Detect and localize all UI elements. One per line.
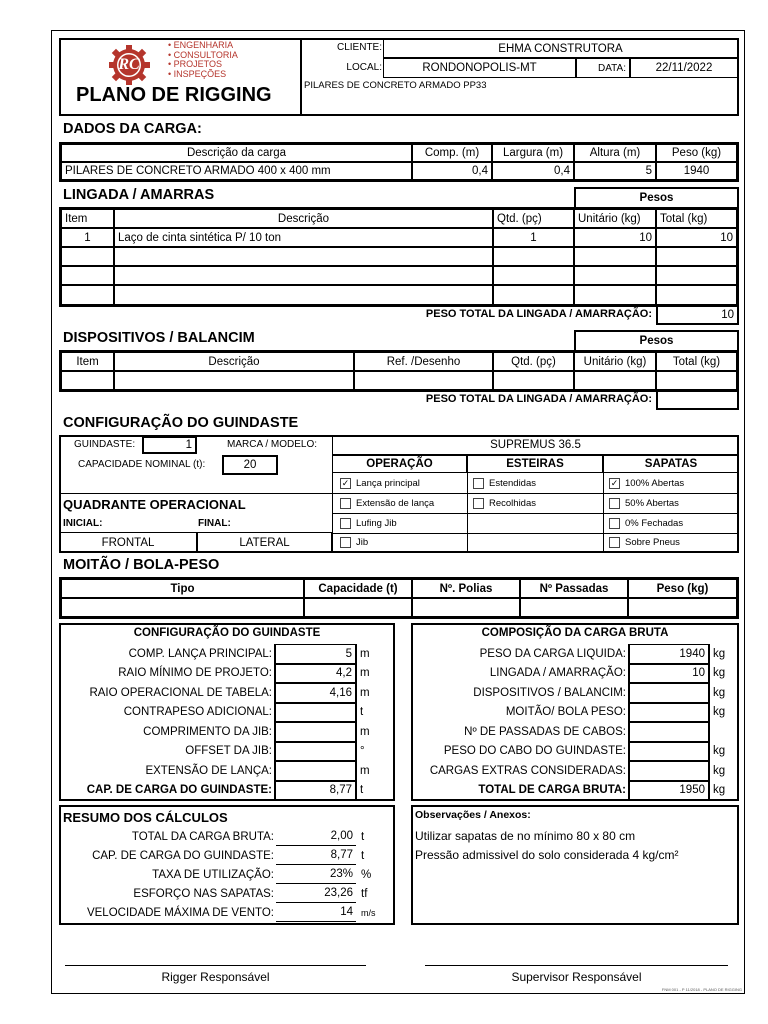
row-value: 8,77 (274, 781, 357, 801)
checkbox-icon[interactable] (340, 498, 351, 509)
empty-cell (520, 598, 628, 617)
row-unit: t (360, 784, 364, 797)
services-list (168, 41, 238, 79)
resumo-unit: % (361, 868, 372, 881)
row-unit: m (360, 686, 370, 699)
row-unit: ° (360, 745, 365, 758)
empty-cell (114, 285, 493, 305)
section-title-dispositivos: DISPOSITIVOS / BALANCIM (63, 330, 255, 346)
carga-peso: 1940 (656, 162, 737, 180)
row-value (274, 761, 357, 781)
section-title-dados-carga: DADOS DA CARGA: (63, 121, 202, 137)
empty-cell (656, 285, 737, 305)
col-header: Unitário (kg) (574, 352, 656, 371)
empty-cell (574, 371, 656, 390)
inicial-value: FRONTAL (59, 532, 197, 553)
col-header: Peso (kg) (628, 579, 737, 598)
resumo-label: CAP. DE CARGA DO GUINDASTE: (92, 849, 274, 862)
resumo-unit: tf (361, 887, 368, 900)
page-title: PLANO DE RIGGING (76, 84, 272, 106)
rigging-form (51, 30, 745, 994)
option-label: Lufing Jib (356, 518, 397, 529)
row-label: COMP. LANÇA PRINCIPAL: (128, 647, 272, 660)
carga-comp: 0,4 (412, 162, 492, 180)
row-unit: kg (713, 745, 726, 758)
lingada-qtd: 1 (493, 228, 574, 247)
supervisor-label: Supervisor Responsável (511, 970, 642, 984)
empty-cell (493, 285, 574, 305)
resumo-label: VELOCIDADE MÁXIMA DE VENTO: (86, 906, 274, 919)
col-header: Unitário (kg) (574, 209, 656, 228)
empty-cell (61, 371, 114, 390)
operacao-header: OPERAÇÃO (332, 455, 467, 473)
marca-value: SUPREMUS 36.5 (332, 435, 739, 455)
lingada-item: 1 (61, 228, 114, 247)
checkbox-icon[interactable] (340, 518, 351, 529)
row-label: COMPRIMENTO DA JIB: (143, 725, 272, 738)
empty-cell (114, 247, 493, 266)
row-label: RAIO MÍNIMO DE PROJETO: (118, 667, 272, 680)
option-estendidas[interactable] (473, 475, 536, 492)
resumo-label: TOTAL DA CARGA BRUTA: (131, 830, 274, 843)
composicao-title: COMPOSIÇÃO DA CARGA BRUTA (481, 627, 669, 639)
col-header: Ref. /Desenho (354, 352, 493, 371)
col-header: Peso (kg) (656, 144, 737, 162)
job-description: PILARES DE CONCRETO ARMADO PP33 (304, 79, 487, 91)
row-label: Nº DE PASSADAS DE CABOS: (464, 725, 626, 738)
col-header: Item (61, 209, 114, 228)
resumo-unit: m/s (361, 907, 376, 918)
empty-cell (304, 598, 412, 617)
marca-label: MARCA / MODELO: (227, 438, 318, 450)
row-label: EXTENSÃO DE LANÇA: (145, 764, 272, 777)
col-header: Altura (m) (574, 144, 656, 162)
option-sobre-pneus[interactable] (609, 534, 680, 551)
capacidade-label: CAPACIDADE NOMINAL (t): (78, 458, 206, 470)
final-value: LATERAL (197, 532, 332, 553)
capacidade-value: 20 (222, 455, 278, 475)
checkbox-icon[interactable] (340, 537, 351, 548)
option-label: Jib (356, 537, 369, 548)
row-unit: t (360, 706, 364, 719)
lingada-descricao: Laço de cinta sintética P/ 10 ton (114, 228, 493, 247)
local-value: RONDONOPOLIS-MT (383, 58, 576, 78)
dispositivos-total-label: PESO TOTAL DA LINGADA / AMARRAÇÃO: (425, 393, 652, 405)
row-value: 10 (628, 664, 710, 684)
config-box-title: CONFIGURAÇÃO DO GUINDASTE (133, 627, 321, 639)
row-unit: kg (713, 686, 726, 699)
col-header: Qtd. (pç) (493, 209, 574, 228)
row-unit: m (360, 647, 370, 660)
row-value (628, 742, 710, 762)
empty-cell (574, 285, 656, 305)
row-value (628, 722, 710, 742)
resumo-value: 23% (276, 865, 356, 884)
option-label: 100% Abertas (625, 478, 685, 489)
option-extensao-lanca[interactable] (340, 495, 434, 512)
col-header: Total (kg) (656, 352, 737, 371)
empty-cell (656, 371, 737, 390)
empty-cell (628, 598, 737, 617)
carga-largura: 0,4 (492, 162, 574, 180)
resumo-unit: t (361, 830, 365, 843)
rigger-signature-line (65, 965, 366, 966)
grid-divider (332, 513, 739, 514)
option-jib[interactable] (340, 534, 368, 551)
option-recolhidas[interactable] (473, 495, 536, 512)
checkbox-icon[interactable] (609, 498, 620, 509)
lingada-pesos-label: Pesos (639, 192, 674, 204)
row-value: 1950 (628, 781, 710, 801)
option-label: 0% Fechadas (625, 518, 684, 529)
col-header: Nº Passadas (520, 579, 628, 598)
row-label: CAP. DE CARGA DO GUINDASTE: (86, 784, 272, 797)
footer-code: FNM 001 - P 11/2018 - PLANO DE RIGGING (661, 986, 742, 992)
empty-cell (114, 266, 493, 285)
local-label: LOCAL: (346, 62, 382, 73)
row-label: LINGADA / AMARRAÇÃO: (489, 667, 626, 680)
inicial-label: INICIAL: (63, 517, 103, 529)
option-lanca-principal[interactable] (340, 475, 420, 492)
esteiras-header: ESTEIRAS (467, 455, 603, 473)
final-label: FINAL: (198, 517, 231, 529)
empty-cell (656, 266, 737, 285)
col-header: Comp. (m) (412, 144, 492, 162)
checkbox-checked-icon[interactable]: ✓ (341, 478, 350, 488)
row-label: RAIO OPERACIONAL DE TABELA: (89, 686, 272, 699)
cliente-value: EHMA CONSTRUTORA (383, 39, 738, 58)
row-unit: kg (713, 764, 726, 777)
service-item: • CONSULTORIA (168, 49, 238, 60)
observacoes-title: Observações / Anexos: (415, 809, 531, 821)
empty-cell (493, 266, 574, 285)
empty-cell (61, 247, 114, 266)
row-label: TOTAL DE CARGA BRUTA: (478, 784, 626, 797)
row-unit: kg (713, 647, 726, 660)
carga-descricao: PILARES DE CONCRETO ARMADO 400 x 400 mm (61, 162, 412, 180)
row-value (274, 722, 357, 742)
empty-cell (61, 598, 304, 617)
row-value (274, 742, 357, 762)
row-value: 4,2 (274, 664, 357, 684)
logo (102, 45, 157, 85)
col-header: Descrição (114, 209, 493, 228)
checkbox-icon[interactable] (473, 498, 484, 509)
resumo-label: ESFORÇO NAS SAPATAS: (133, 887, 274, 900)
resumo-unit: t (361, 849, 365, 862)
option-100-abertas[interactable] (609, 475, 684, 492)
option-label: Recolhidas (489, 498, 536, 509)
option-label: 50% Abertas (625, 498, 679, 509)
section-title-moitao: MOITÃO / BOLA-PESO (63, 557, 220, 573)
col-header: Qtd. (pç) (493, 352, 574, 371)
row-label: DISPOSITIVOS / BALANCIM: (473, 686, 626, 699)
checkbox-icon[interactable] (609, 518, 620, 529)
checkbox-icon[interactable] (473, 478, 484, 489)
row-unit: kg (713, 706, 726, 719)
dispositivos-total-value (656, 390, 739, 410)
resumo-label: TAXA DE UTILIZAÇÃO: (152, 868, 274, 881)
col-header: Tipo (61, 579, 304, 598)
col-header: Nº. Polias (412, 579, 520, 598)
empty-cell (61, 266, 114, 285)
row-label: CARGAS EXTRAS CONSIDERADAS: (429, 764, 626, 777)
service-item: • ENGENHARIA (168, 40, 234, 50)
row-unit: kg (713, 667, 726, 680)
col-header: Descrição (114, 352, 354, 371)
resumo-value: 14 (276, 903, 356, 922)
supervisor-signature-line (425, 965, 728, 966)
checkbox-icon[interactable] (609, 537, 620, 548)
guindaste-label: GUINDASTE: (74, 438, 136, 450)
row-value (628, 703, 710, 723)
option-label: Lança principal (356, 478, 420, 489)
resumo-value: 23,26 (276, 884, 356, 903)
row-value (628, 761, 710, 781)
empty-cell (574, 266, 656, 285)
lingada-total: 10 (656, 228, 737, 247)
empty-cell (61, 285, 114, 305)
option-label: Estendidas (489, 478, 537, 489)
checkbox-checked-icon[interactable]: ✓ (610, 478, 619, 488)
row-value: 4,16 (274, 683, 357, 703)
empty-cell (114, 371, 354, 390)
lingada-total-label: PESO TOTAL DA LINGADA / AMARRAÇÃO: (425, 308, 652, 320)
row-unit: m (360, 725, 370, 738)
lingada-unitario: 10 (574, 228, 656, 247)
col-header: Descrição da carga (61, 144, 412, 162)
col-header: Capacidade (t) (304, 579, 412, 598)
row-unit: m (360, 764, 370, 777)
option-label: Extensão de lança (356, 498, 435, 509)
row-unit: m (360, 667, 370, 680)
observacoes-box (411, 805, 739, 925)
empty-cell (354, 371, 493, 390)
row-value (274, 703, 357, 723)
row-label: PESO DO CABO DO GUINDASTE: (443, 745, 626, 758)
empty-cell (412, 598, 520, 617)
row-value: 5 (274, 644, 357, 664)
row-value: 1940 (628, 644, 710, 664)
section-title-config: CONFIGURAÇÃO DO GUINDASTE (63, 415, 299, 431)
row-label: CONTRAPESO ADICIONAL: (123, 706, 272, 719)
row-value (628, 683, 710, 703)
resumo-title: RESUMO DOS CÁLCULOS (63, 809, 228, 825)
col-header: Largura (m) (492, 144, 574, 162)
row-label: OFFSET DA JIB: (185, 745, 272, 758)
row-label: PESO DA CARGA LIQUIDA: (479, 647, 626, 660)
resumo-value: 8,77 (276, 846, 356, 865)
lingada-total-value: 10 (656, 305, 739, 325)
col-header: Total (kg) (656, 209, 737, 228)
empty-cell (656, 247, 737, 266)
empty-cell (574, 247, 656, 266)
observacao-line: Pressão admissivel do solo considerada 4 kg/cm² (415, 848, 679, 862)
sapatas-header: SAPATAS (603, 455, 739, 473)
service-item: • PROJETOS (168, 59, 222, 69)
service-item: • INSPEÇÕES (168, 68, 227, 79)
cliente-label: CLIENTE: (336, 41, 382, 53)
logo-text: RC (118, 56, 140, 73)
empty-cell (493, 371, 574, 390)
rigger-label: Rigger Responsável (161, 970, 270, 984)
dispositivos-pesos-label: Pesos (639, 335, 674, 347)
data-label: DATA: (576, 58, 630, 78)
observacao-line: Utilizar sapatas de no mínimo 80 x 80 cm (415, 829, 636, 843)
carga-altura: 5 (574, 162, 656, 180)
row-label: MOITÃO/ BOLA PESO: (505, 706, 626, 719)
option-lufing-jib[interactable] (340, 515, 397, 532)
section-title-lingada: LINGADA / AMARRAS (63, 187, 215, 203)
empty-cell (493, 247, 574, 266)
col-header: Item (61, 352, 114, 371)
option-label: Sobre Pneus (625, 537, 680, 548)
guindaste-value: 1 (142, 436, 197, 454)
grid-divider (332, 493, 739, 494)
row-unit: kg (713, 784, 726, 797)
quadrante-label: QUADRANTE OPERACIONAL (63, 496, 246, 512)
option-0-fechadas[interactable] (609, 515, 683, 532)
resumo-value: 2,00 (276, 827, 356, 846)
option-50-abertas[interactable] (609, 495, 679, 512)
data-value: 22/11/2022 (630, 58, 738, 78)
